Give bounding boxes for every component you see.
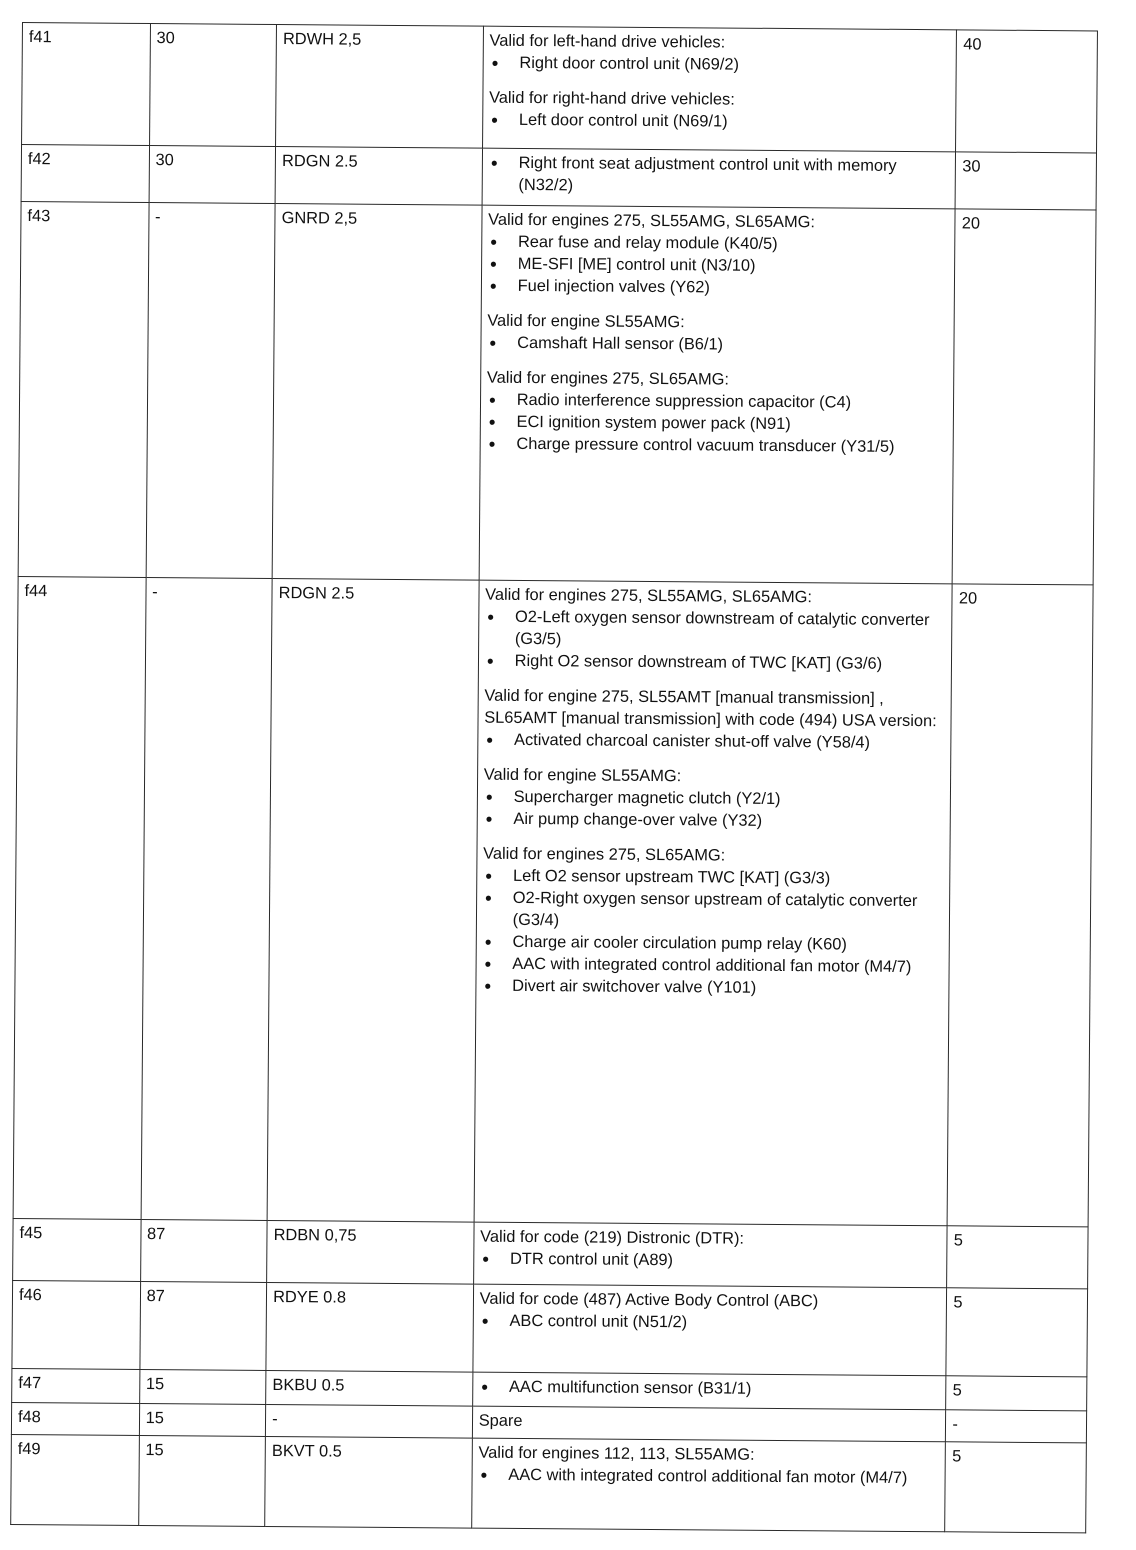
list-item: ● Charge air cooler circulation pump relay (K60) [482, 931, 943, 957]
table-row [21, 145, 1096, 210]
fuse-id: f46 [12, 1280, 140, 1369]
list-item: ● O2-Left oxygen sensor downstream of catalytic converter (G3/5) [485, 606, 946, 654]
list-item: ● O2-Right oxygen sensor upstream of catalytic converter (G3/4) [483, 887, 944, 935]
fuse-id: f45 [13, 1218, 141, 1281]
list-item: ● Supercharger magnetic clutch (Y2/1) [484, 786, 945, 812]
amperage: 5 [946, 1376, 1087, 1411]
component-list [489, 52, 950, 78]
description-block [487, 310, 948, 358]
wire-spec: GNRD 2,5 [272, 203, 482, 580]
amperage: 5 [947, 1226, 1088, 1289]
wire-spec: RDGN 2.5 [267, 578, 479, 1222]
component-list [487, 332, 948, 358]
wire-spec: RDGN 2.5 [275, 146, 482, 205]
amperage: - [946, 1410, 1087, 1443]
list-item: ● Camshaft Hall sensor (B6/1) [487, 332, 948, 358]
list-item: ● Right front seat adjustment control unit with memory (N32/2) [488, 152, 949, 200]
description-block [480, 1226, 941, 1274]
terminal: - [146, 203, 275, 579]
validity-heading: Valid for code (219) Distronic (DTR): [480, 1227, 745, 1248]
list-item: ● ECI ignition system power pack (N91) [486, 411, 947, 437]
list-item: ● ABC control unit (N51/2) [479, 1310, 940, 1336]
list-item: ● Radio interference suppression capacitor (C4) [487, 389, 948, 415]
validity-heading: Valid for engine SL55AMG: [483, 765, 682, 786]
description-block [479, 1288, 940, 1336]
wire-spec: RDYE 0.8 [266, 1282, 473, 1372]
circuit-description [473, 1284, 947, 1376]
wire-spec: RDWH 2,5 [276, 24, 484, 148]
component-list [482, 865, 944, 1001]
component-list [485, 606, 946, 676]
fuse-id: f49 [11, 1434, 139, 1525]
fuse-id: f42 [21, 145, 149, 203]
wire-spec: - [266, 1404, 473, 1438]
validity-heading: Valid for engines 275, SL55AMG, SL65AMG: [485, 585, 813, 607]
description-block [483, 764, 944, 834]
fuse-id: f47 [12, 1368, 140, 1403]
validity-heading: Valid for engines 112, 113, SL55AMG: [478, 1443, 755, 1464]
circuit-description [472, 1406, 946, 1442]
validity-heading: Spare [478, 1411, 523, 1430]
description-block [488, 209, 949, 301]
description-block [482, 843, 944, 1001]
circuit-description [474, 580, 953, 1226]
fuse-id: f41 [22, 23, 151, 146]
circuit-description [482, 26, 957, 152]
wire-spec: BKVT 0.5 [265, 1436, 472, 1528]
terminal: 30 [149, 146, 276, 204]
validity-heading: Valid for engine 275, SL55AMT [manual transmission] , SL65AMT [manual transmission] with code (494) USA version: [484, 686, 937, 731]
amperage: 5 [946, 1288, 1087, 1377]
component-list [486, 389, 947, 459]
component-list [489, 109, 950, 135]
list-item: ● Charge pressure control vacuum transducer (Y31/5) [486, 433, 947, 459]
list-item: ● Right O2 sensor downstream of TWC [KAT] (G3/6) [485, 650, 946, 676]
fuse-id: f43 [18, 201, 149, 577]
list-item: ● DTR control unit (A89) [480, 1248, 941, 1274]
description-block [484, 685, 945, 755]
component-list [479, 1310, 940, 1336]
description-block [489, 87, 950, 135]
validity-heading: Valid for engines 275, SL65AMG: [483, 844, 726, 865]
list-item: ● AAC multifunction sensor (B31/1) [479, 1376, 940, 1402]
validity-heading: Valid for engines 275, SL65AMG: [486, 368, 730, 389]
terminal: 15 [138, 1435, 265, 1526]
table-row [18, 201, 1096, 584]
component-list [478, 1464, 939, 1490]
table-row [12, 1280, 1088, 1376]
amperage: 40 [956, 30, 1098, 153]
list-item: ● Activated charcoal canister shut-off valve (Y58/4) [484, 729, 945, 755]
list-item: ● Right door control unit (N69/2) [489, 52, 950, 78]
terminal: 87 [140, 1219, 267, 1282]
table-row [22, 23, 1098, 153]
table-row [11, 1434, 1087, 1532]
list-item: ● Left O2 sensor upstream TWC [KAT] (G3/3) [483, 865, 944, 891]
fuse-table [10, 22, 1098, 1533]
description-block [486, 367, 947, 459]
terminal: - [141, 577, 273, 1220]
amperage: 30 [955, 152, 1096, 210]
table-row [13, 576, 1093, 1226]
list-item: ● ME-SFI [ME] control unit (N3/10) [488, 253, 949, 279]
description-block [479, 1410, 940, 1436]
description-block [485, 584, 946, 676]
list-item: ● Divert air switchover valve (Y101) [482, 975, 943, 1001]
terminal: 15 [139, 1403, 266, 1436]
validity-heading: Valid for left-hand drive vehicles: [489, 31, 726, 52]
list-item: ● AAC with integrated control additional fan motor (M4/7) [478, 1464, 939, 1490]
amperage: 20 [953, 209, 1097, 585]
list-item: ● Rear fuse and relay module (K40/5) [488, 231, 949, 257]
description-block [478, 1442, 939, 1490]
terminal: 30 [149, 24, 276, 147]
validity-heading: Valid for engine SL55AMG: [487, 311, 685, 332]
component-list [488, 152, 949, 200]
list-item: ● Left door control unit (N69/1) [489, 109, 950, 135]
component-list [488, 231, 949, 301]
description-block [479, 1376, 940, 1402]
component-list [479, 1376, 940, 1402]
circuit-description [482, 148, 956, 209]
terminal: 87 [140, 1281, 267, 1370]
fuse-id: f48 [11, 1402, 139, 1435]
component-list [480, 1248, 941, 1274]
circuit-description [473, 1222, 947, 1288]
list-item: ● Air pump change-over valve (Y32) [483, 808, 944, 834]
table-row [13, 1218, 1088, 1288]
list-item: ● Fuel injection valves (Y62) [488, 275, 949, 301]
component-list [484, 729, 945, 755]
amperage: 20 [947, 584, 1093, 1227]
validity-heading: Valid for engines 275, SL55AMG, SL65AMG: [488, 210, 816, 232]
amperage: 5 [945, 1442, 1086, 1533]
validity-heading: Valid for right-hand drive vehicles: [489, 88, 735, 109]
description-block [488, 152, 949, 200]
circuit-description [471, 1438, 945, 1532]
description-block [489, 30, 950, 78]
circuit-description [479, 205, 956, 584]
validity-heading: Valid for code (487) Active Body Control (ABC) [479, 1289, 819, 1311]
fuse-id: f44 [13, 576, 146, 1219]
wire-spec: BKBU 0.5 [266, 1370, 473, 1406]
fuse-table-body [11, 23, 1098, 1533]
terminal: 15 [139, 1369, 266, 1404]
wire-spec: RDBN 0,75 [267, 1220, 474, 1284]
component-list [483, 786, 944, 834]
list-item: ● AAC with integrated control additional fan motor (M4/7) [482, 953, 943, 979]
circuit-description [472, 1372, 946, 1410]
